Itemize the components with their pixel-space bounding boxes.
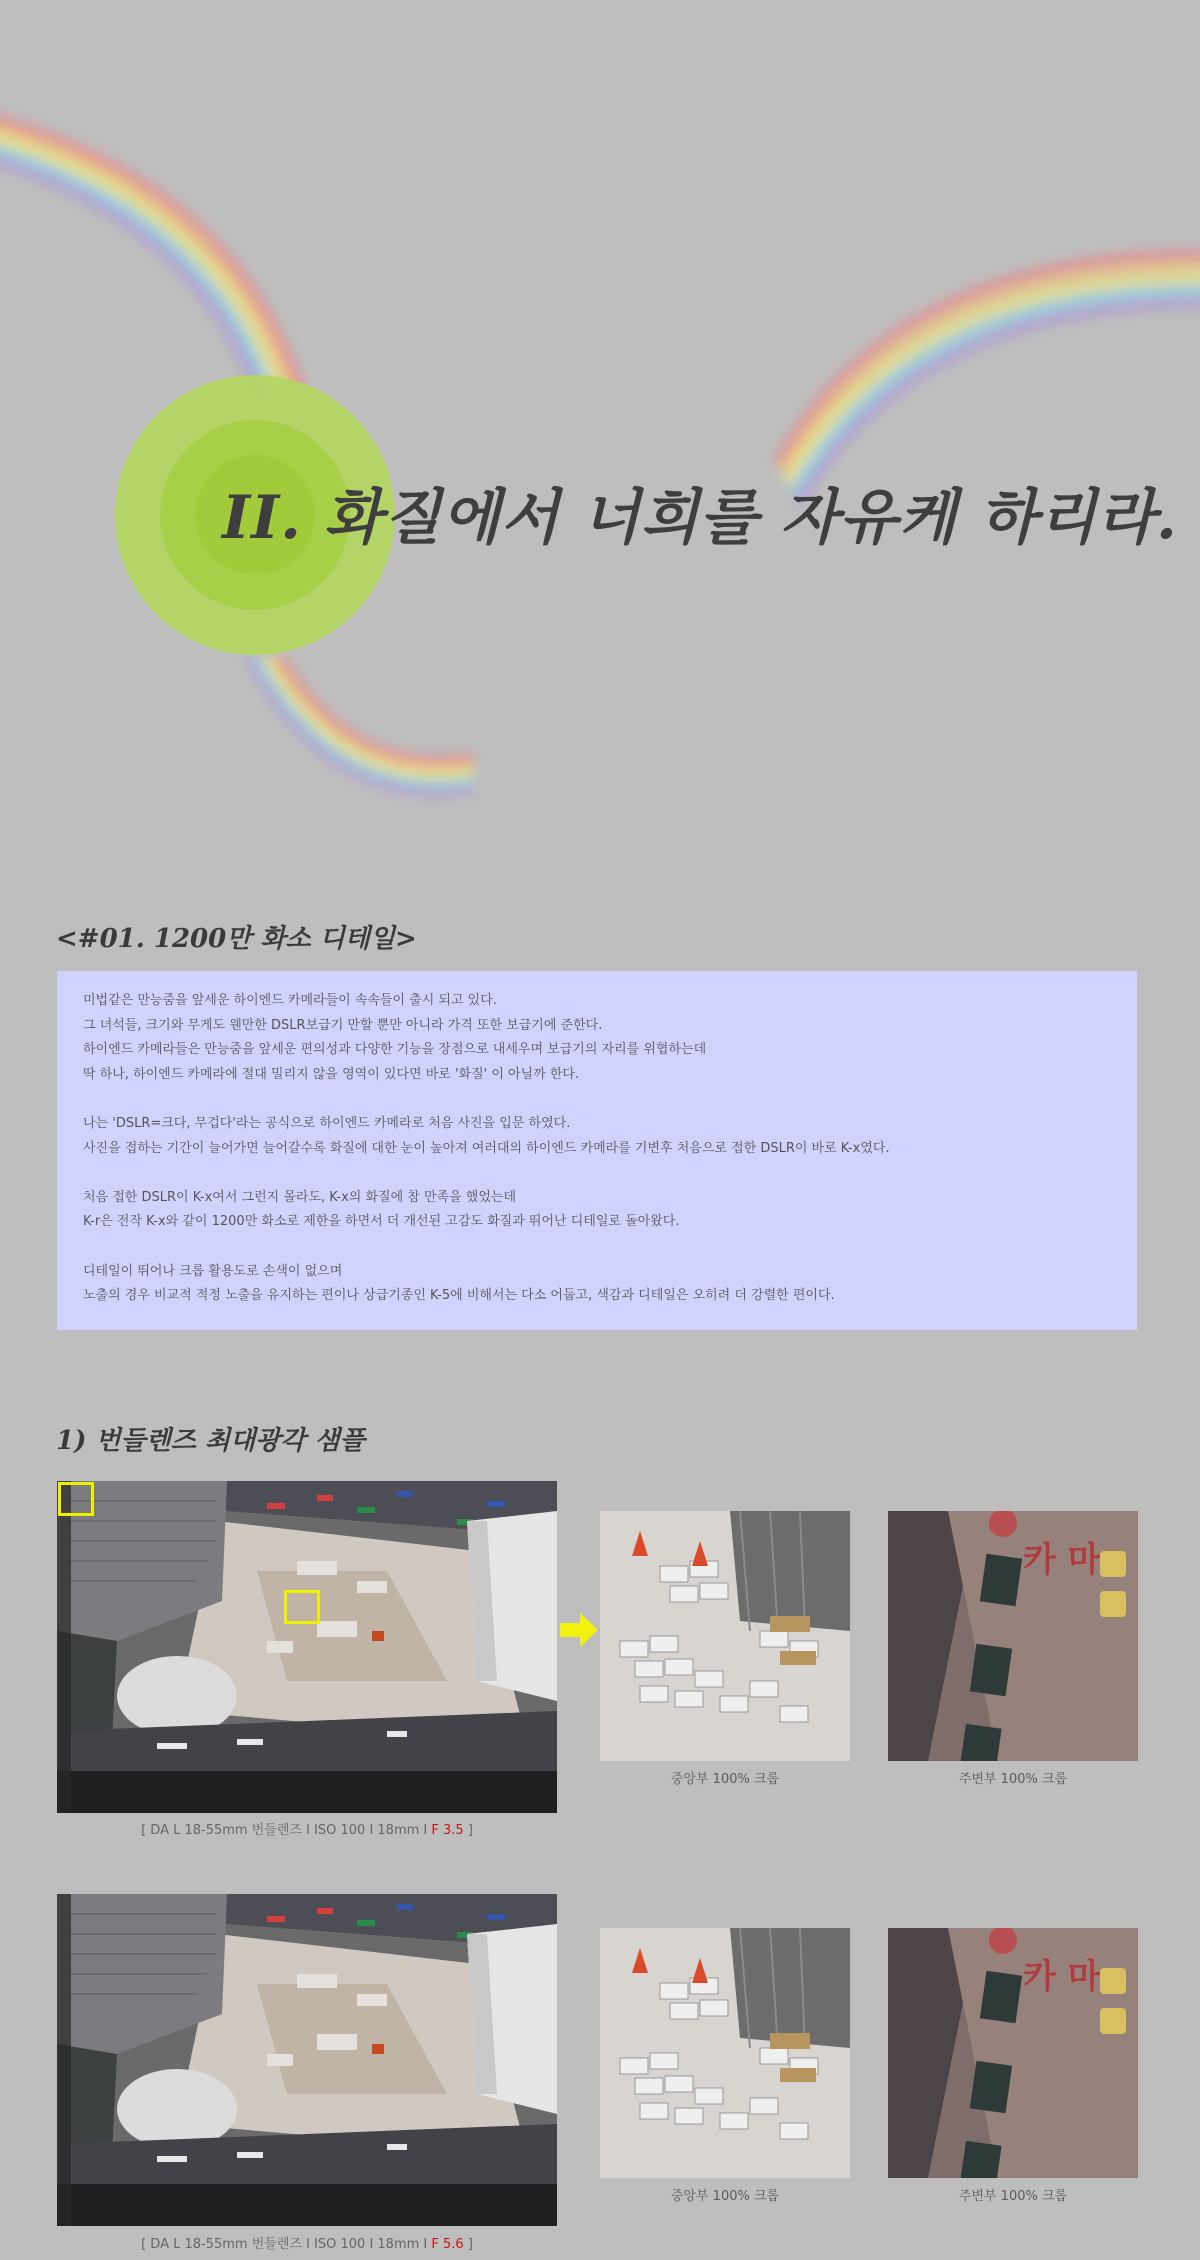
paragraph <box>83 1260 1111 1309</box>
paragraph <box>83 989 1111 1087</box>
text-line: 나는 'DSLR=크다, 무겁다'라는 공식으로 하이엔드 카메라로 처음 사진을 입문 하였다. <box>83 1115 571 1131</box>
section-title: 1) 번들렌즈 최대광각 샘플 <box>56 1426 365 1456</box>
center-crop-caption: 중앙부 100% 크롭 <box>670 2189 780 2204</box>
exif-text: [ DA L 18-55mm 번들렌즈 I ISO 100 I 18mm I <box>141 2237 432 2252</box>
edge-crop-photo <box>888 1928 1138 2178</box>
text-line: 사진을 접하는 기간이 늘어가면 늘어갈수록 화질에 대한 눈이 높아져 여러대의 하이엔드 카메라를 기변후 처음으로 접한 DSLR이 바로 K-x였다. <box>83 1140 890 1156</box>
text-line: 미법같은 만능줌을 앞세운 하이엔드 카메라들이 속속들이 출시 되고 있다. <box>83 993 497 1008</box>
edge-crop-caption: 주변부 100% 크롭 <box>958 2189 1068 2204</box>
center-crop-marker <box>284 1590 320 1624</box>
intro-text-box <box>57 971 1137 1330</box>
exif-caption <box>57 2233 557 2252</box>
edge-crop-photo <box>888 1511 1138 1761</box>
exif-close: ] <box>463 1823 473 1838</box>
text-line: 하이엔드 카메라들은 만능줌을 앞세운 편의성과 다양한 기능을 장점으로 내세우며 보급기의 자리를 위협하는데 <box>83 1042 707 1058</box>
sample-photo-f35 <box>57 1481 557 1813</box>
edge-crop-marker <box>58 1482 94 1516</box>
rainbow-decoration <box>0 0 1200 860</box>
aperture-value: F 3.5 <box>431 1823 464 1838</box>
aperture-value: F 5.6 <box>431 2237 464 2252</box>
paragraph <box>83 1112 1111 1161</box>
text-line: 처음 접한 DSLR이 K-x여서 그런지 몰라도, K-x의 화질에 참 만족을 했었는데 <box>83 1189 517 1205</box>
text-line: 그 녀석들, 크기와 무게도 웬만한 DSLR보급기 만할 뿐만 아니라 가격 또한 보급기에 준한다. <box>83 1017 603 1033</box>
exif-text: [ DA L 18-55mm 번들렌즈 I ISO 100 I 18mm I <box>141 1823 432 1838</box>
sample-photo-f56 <box>57 1894 557 2226</box>
text-line: 노출의 경우 비교적 적정 노출을 유지하는 편이나 상급기종인 K-5에 비해서는 다소 어둡고, 색감과 디테일은 오히려 더 강렬한 편이다. <box>83 1288 835 1304</box>
center-crop-photo <box>600 1928 850 2178</box>
edge-crop-caption: 주변부 100% 크롭 <box>958 1772 1068 1787</box>
section-title: <#01. 1200만 화소 디테일> <box>56 924 417 954</box>
exif-caption <box>57 1819 557 1838</box>
text-line: 디테일이 뛰어나 크롭 활용도로 손색이 없으며 <box>83 1263 343 1279</box>
center-crop-photo <box>600 1511 850 1761</box>
chapter-title: II. 화질에서 너희를 자유케 하리라. <box>222 483 1178 553</box>
text-line: 딱 하나, 하이엔드 카메라에 절대 밀리지 않을 영역이 있다면 바로 '화질' 이 아닐까 한다. <box>83 1066 580 1082</box>
exif-close: ] <box>463 2237 473 2252</box>
paragraph <box>83 1186 1111 1235</box>
right-arrow-icon <box>560 1613 598 1647</box>
center-crop-caption: 중앙부 100% 크롭 <box>670 1772 780 1787</box>
text-line: K-r은 전작 K-x와 같이 1200만 화소로 제한을 하면서 더 개선된 고감도 화질과 뛰어난 디테일로 돌아왔다. <box>83 1214 680 1230</box>
